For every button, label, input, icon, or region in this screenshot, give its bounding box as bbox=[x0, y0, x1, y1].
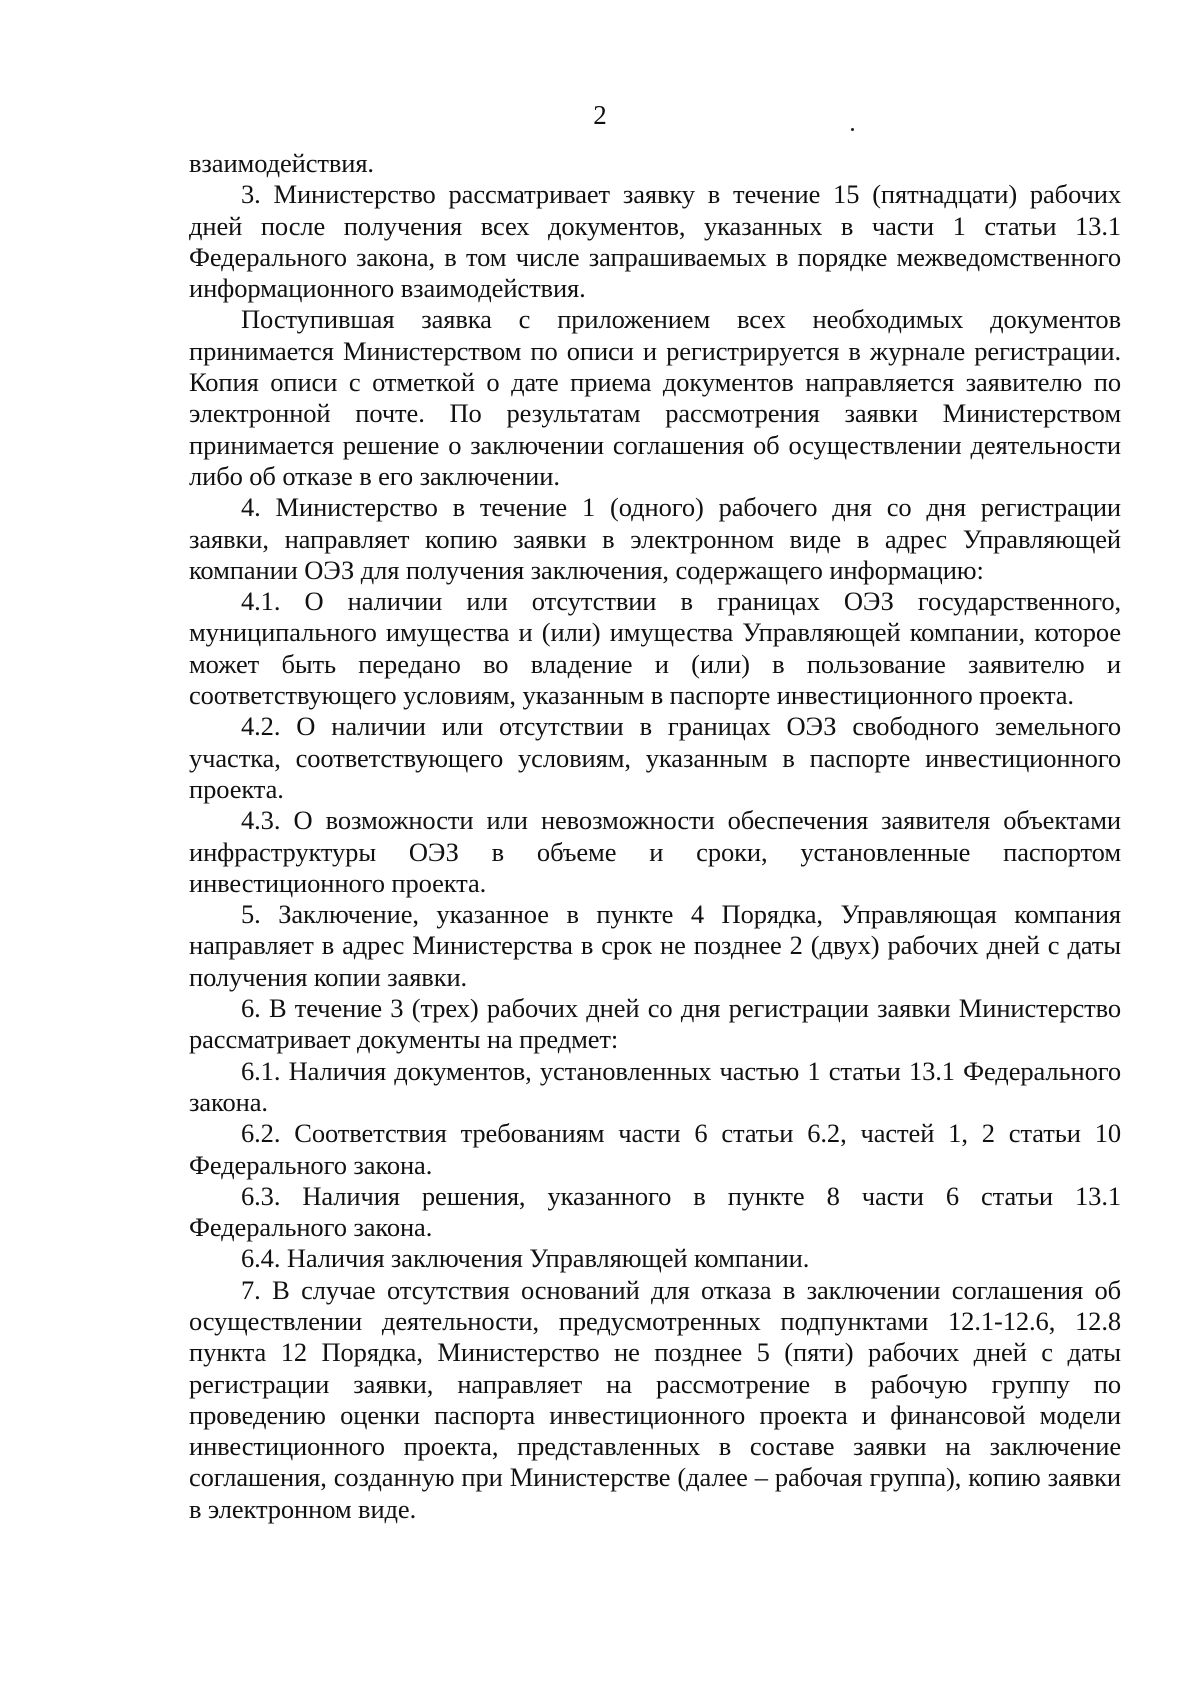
document-body bbox=[189, 148, 1121, 1525]
scan-artifact-dot bbox=[851, 128, 854, 131]
paragraph-registration: Поступившая заявка с приложением всех необходимых документов принимается Министерством по описи и регистрируется в журнале регистрации. Копия описи с отметкой о дате приема документов направляется заявителю по электронной почте. По результатам рассмотрения заявки Министерством принимается решение о заключении соглашения об осуществлении деятельности либо об отказе в его заключении. bbox=[189, 304, 1121, 491]
paragraph-item-5: 5. Заключение, указанное в пункте 4 Порядка, Управляющая компания направляет в адрес Министерства в срок не позднее 2 (двух) рабочих дней с даты получения копии заявки. bbox=[189, 899, 1121, 992]
paragraph-item-4-2: 4.2. О наличии или отсутствии в границах ОЭЗ свободного земельного участка, соответствующего условиям, указанным в паспорте инвестиционного проекта. bbox=[189, 711, 1121, 804]
paragraph-item-4: 4. Министерство в течение 1 (одного) рабочего дня со дня регистрации заявки, направляет копию заявки в электронном виде в адрес Управляющей компании ОЭЗ для получения заключения, содержащего информацию: bbox=[189, 492, 1121, 585]
paragraph-item-6: 6. В течение 3 (трех) рабочих дней со дня регистрации заявки Министерство рассматривает документы на предмет: bbox=[189, 993, 1121, 1055]
paragraph-item-4-3: 4.3. О возможности или невозможности обеспечения заявителя объектами инфраструктуры ОЭЗ в объеме и сроки, установленные паспортом инвестиционного проекта. bbox=[189, 805, 1121, 898]
paragraph-item-6-2: 6.2. Соответствия требованиям части 6 статьи 6.2, частей 1, 2 статьи 10 Федерального закона. bbox=[189, 1118, 1121, 1180]
paragraph-item-6-4: 6.4. Наличия заключения Управляющей компании. bbox=[241, 1243, 810, 1274]
paragraph-item-6-1: 6.1. Наличия документов, установленных частью 1 статьи 13.1 Федерального закона. bbox=[189, 1055, 1121, 1117]
page-number: 2 bbox=[593, 100, 607, 130]
paragraph-item-3: 3. Министерство рассматривает заявку в течение 15 (пятнадцати) рабочих дней после получения всех документов, указанных в части 1 статьи 13.1 Федерального закона, в том числе запрашиваемых в порядке межведомственного информационного взаимодействия. bbox=[189, 179, 1121, 304]
paragraph-item-6-3: 6.3. Наличия решения, указанного в пункте 8 части 6 статьи 13.1 Федерального закона. bbox=[189, 1180, 1121, 1243]
paragraph-continuation: взаимодействия. bbox=[189, 148, 374, 178]
paragraph-item-4-1: 4.1. О наличии или отсутствии в границах ОЭЗ государственного, муниципального имущества и (или) имущества Управляющей компании, которое может быть передано во владение и (или) в пользование заявителю и соответствующего условиям, указанным в паспорте инвестиционного проекта. bbox=[189, 586, 1121, 711]
paragraph-item-7: 7. В случае отсутствия оснований для отказа в заключении соглашения об осуществлении деятельности, предусмотренных подпунктами 12.1-12.6, 12.8 пункта 12 Порядка, Министерство не позднее 5 (пяти) рабочих дней с даты регистрации заявки, направляет на рассмотрение в рабочую группу по проведению оценки паспорта инвестиционного проекта и финансовой модели инвестиционного проекта, представленных в составе заявки на заключение соглашения, созданную при Министерстве (далее – рабочая группа), копию заявки в электронном виде. bbox=[189, 1274, 1121, 1524]
